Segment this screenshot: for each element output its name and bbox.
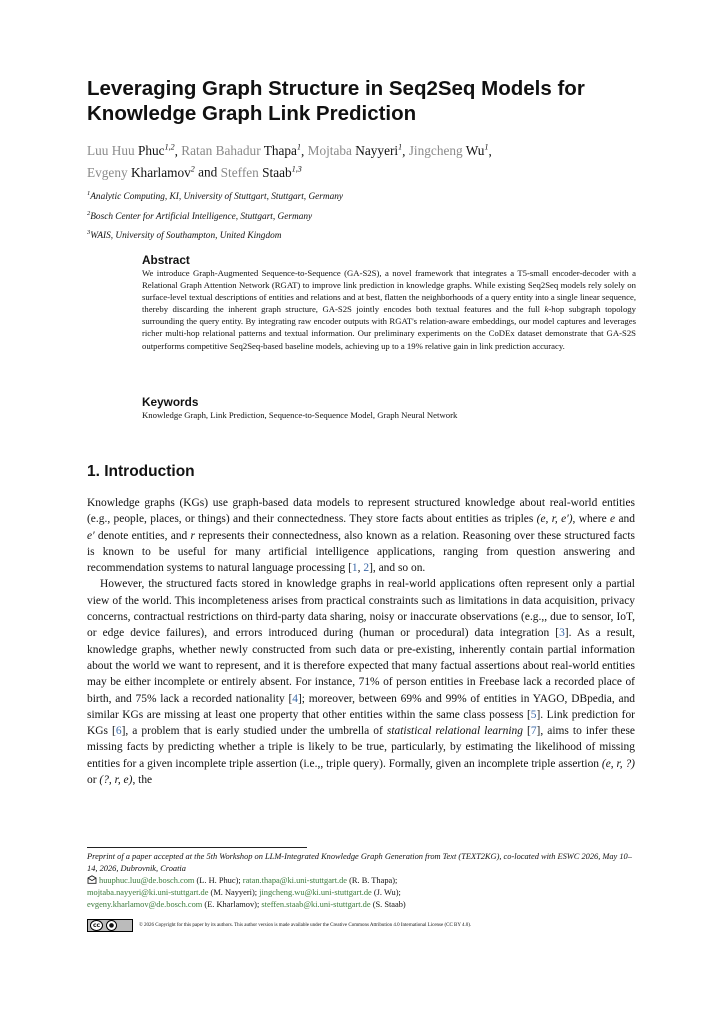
citation-link: 1 (351, 562, 358, 575)
author-first-name: Steffen (220, 164, 259, 180)
math-or-emphasis: (e, r, ?) (601, 757, 635, 770)
email-list (87, 875, 635, 911)
citation-link: 5 (530, 708, 537, 721)
math-or-emphasis: statistical relational learning (386, 725, 523, 738)
footnote (87, 851, 635, 911)
citation-link: 3 (559, 627, 565, 640)
keywords-text: Knowledge Graph, Link Prediction, Sequence-to-Sequence Model, Graph Neural Network (142, 410, 458, 420)
footnote-rule (87, 847, 307, 848)
email-owner: (L. H. Phuc); (194, 876, 241, 886)
email-owner: (R. B. Thapa); (347, 876, 398, 886)
email-link[interactable]: evgeny.kharlamov@de.bosch.com (87, 900, 203, 910)
email-link[interactable]: mojtaba.nayyeri@ki.uni-stuttgart.de (87, 888, 209, 898)
email-owner: (S. Staab) (370, 900, 406, 910)
author-last-name: Thapa (263, 143, 297, 159)
author (409, 143, 489, 158)
author-affiliation-mark: 2 (190, 164, 195, 174)
author-affiliation-mark: 1 (296, 143, 301, 152)
author (221, 165, 302, 180)
keywords-heading: Keywords (142, 395, 199, 409)
author-first-name: Ratan Bahadur (181, 143, 261, 159)
author-last-name: Staab (262, 164, 292, 180)
cc-icon: cc (90, 920, 103, 931)
introduction-body (87, 495, 635, 788)
paper-title: Leveraging Graph Structure in Seq2Seq Models for Knowledge Graph Link Prediction (87, 77, 585, 125)
math-or-emphasis: r (190, 529, 195, 542)
license-text: © 2026 Copyright for this paper by its authors. This author version is made available under the Creative Commons Attribution 4.0 International License (CC BY 4.0). (139, 923, 472, 928)
email-link[interactable]: ratan.thapa@ki.uni-stuttgart.de (242, 876, 348, 886)
author-first-name: Mojtaba (307, 143, 352, 159)
author (87, 143, 175, 158)
affiliation (87, 206, 647, 226)
affiliation-mark: 3 (87, 229, 91, 237)
intro-paragraph-2: However, the structured facts stored in knowledge graphs in real-world applications often represent only a partial view of the world. This incompleteness arises from practical constraints such as limitations in data acquisition, privacy concerns, contractual restrictions on third-party data sharing, noisy or inaccurate observations (e.g.,, due to sensor, IoT, or edge device failures), and errors introduced during (human or procedural) data integration [3]. As a result, knowledge graphs, whether newly constructed from such data or pre-existing, inherently contain partial information about the world we want to represent, and it is therefore expected that many factual assertions about real-world entities may be either incomplete or entirely absent. For instance, 71% of person entities in Freebase lack a recorded place of birth, and 75% lack a recorded nationality [4]; moreover, between 69% and 99% of entities in YAGO, DBpedia, and similar KGs are missing at least one property that other entities within the same class possess [5]. Link prediction for KGs [6], a problem that is early studied under the umbrella of statistical relational learning [7], aims to infer these missing facts by predicting whether a triple is likely to be true, particularly, by estimating the likelihood of missing entities for a given incomplete triple assertion (i.e.,, triple query). Formally, given an incomplete triple assertion (e, r, ?) or (?, r, e), the (87, 578, 636, 787)
affiliation-text: Bosch Center for Artificial Intelligence, Stuttgart, Germany (90, 211, 313, 222)
author (87, 165, 195, 180)
intro-paragraph-1: Knowledge graphs (KGs) use graph-based data models to represent structured knowledge about real-world entities (e.g., people, places, or things) and their connectedness. They store facts about entities as triples (e, r, e′), where e and e′ denote entities, and r represents their connectedness, also known as a relation. Reasoning over these structured facts is known to be useful for many artificial intelligence applications, ranging from question answering and recommendation systems to natural language processing [1, 2], and so on. (87, 497, 635, 575)
citation-link: 6 (115, 725, 122, 738)
introduction-heading: 1. Introduction (87, 463, 195, 480)
email-link[interactable]: jingcheng.wu@ki.uni-stuttgart.de (259, 888, 372, 898)
abstract-heading: Abstract (142, 253, 190, 267)
citation-link: 2 (363, 562, 370, 575)
affiliation-text: Analytic Computing, KI, University of Stuttgart, Stuttgart, Germany (90, 192, 344, 203)
author-last-name: Wu (465, 143, 485, 159)
math-or-emphasis: (?, r, e) (99, 774, 133, 787)
by-person-icon: ● (106, 920, 117, 931)
affiliation-mark: 2 (87, 209, 91, 217)
email-owner: (E. Kharlamov); (202, 900, 260, 910)
author-last-name: Phuc (137, 143, 165, 159)
author (181, 143, 301, 158)
author-affiliation-mark: 1,3 (291, 164, 302, 174)
math-or-emphasis: e′ (87, 529, 95, 542)
abstract-section (142, 253, 636, 352)
author (308, 143, 402, 158)
citation-link: 7 (530, 725, 537, 738)
license-notice (87, 919, 647, 932)
email-owner: (J. Wu); (371, 888, 401, 898)
author-affiliation-mark: 1,2 (164, 143, 175, 152)
email-link[interactable]: huuphuc.luu@de.bosch.com (99, 876, 195, 886)
cc-by-badge[interactable] (87, 919, 133, 932)
keywords-section (142, 395, 636, 421)
author-last-name: Nayyeri (355, 143, 399, 159)
author-last-name: Kharlamov (130, 164, 191, 180)
author-first-name: Luu Huu (87, 143, 135, 159)
math-or-emphasis: e (610, 513, 616, 526)
author-first-name: Jingcheng (408, 143, 463, 159)
math-or-emphasis: (e, r, e′) (536, 513, 573, 526)
citation-link: 4 (292, 692, 298, 705)
affiliation (87, 225, 647, 245)
affiliation-mark: 1 (87, 190, 91, 197)
affiliation-list (87, 186, 647, 245)
author-affiliation-mark: 1 (484, 143, 489, 152)
author-affiliation-mark: 1 (398, 143, 403, 152)
preprint-note: Preprint of a paper accepted at the 5th Workshop on LLM-Integrated Knowledge Graph Generation from Text (TEXT2KG), co-located with ESWC 2026, May 10–14, 2026, Dubrovnik, Croatia (87, 852, 632, 874)
abstract-text: We introduce Graph-Augmented Sequence-to-Sequence (GA-S2S), a novel framework that integrates a T5-small encoder-decoder with a Relational Graph Attention Network (RGAT) to improve link prediction in knowledge graphs. While existing Seq2Seq models rely solely on surface-level textual descriptions of entities and relations and at best, flatten the neighborhoods of a query entity into a single linear sequence, thereby discarding the inherent graph structure, GA-S2S jointly encodes both textual features and the full k-hop subgraph topology surrounding the query entity. By integrating raw encoder outputs with RGAT's relation-aware embeddings, our model captures and leverages richer multi-hop relational patterns and textual information. Our preliminary experiments on the CoDEx dataset demonstrate that GA-S2S outperforms competitive Seq2Seq-based baseline models, achieving up to a 19% relative gain in link prediction accuracy. (142, 268, 636, 351)
author-list: Luu Huu Phuc$^{1,2}$, Ratan Bahadur Thapa$^1$, Mojtaba Nayyeri$^1$, Jingcheng Wu$^1$, Evgeny Kharlamov$^2$ and Steffen Staab$^{1,3}$ (87, 143, 492, 180)
affiliation (87, 186, 647, 206)
envelope-icon (87, 875, 97, 884)
affiliation-text: WAIS, University of Southampton, United Kingdom (90, 231, 282, 242)
email-link[interactable]: steffen.staab@ki.uni-stuttgart.de (261, 900, 371, 910)
email-owner: (M. Nayyeri); (208, 888, 258, 898)
author-first-name: Evgeny (87, 164, 128, 180)
